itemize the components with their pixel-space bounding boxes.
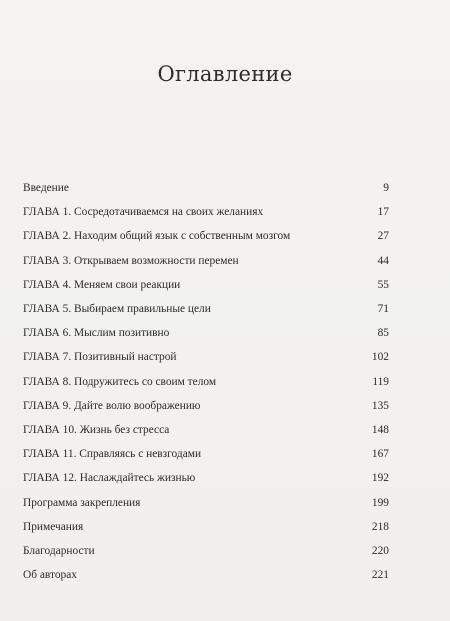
toc-entry xyxy=(23,490,389,514)
table-of-contents xyxy=(23,176,389,587)
toc-entry-title: ГЛАВА 12. Наслаждайтесь жизнью xyxy=(23,472,196,485)
toc-entry-page: 221 xyxy=(371,569,389,582)
toc-entry-page: 44 xyxy=(377,254,389,267)
toc-entry-title: ГЛАВА 7. Позитивный настрой xyxy=(23,351,177,364)
toc-entry-page: 17 xyxy=(377,206,389,219)
toc-entry xyxy=(23,418,389,442)
toc-entry-page: 71 xyxy=(377,303,389,316)
toc-entry-title: ГЛАВА 11. Справляясь с невзгодами xyxy=(23,448,202,461)
toc-entry xyxy=(23,176,389,200)
toc-entry-title: ГЛАВА 1. Сосредотачиваемся на своих желаниях xyxy=(23,206,264,219)
toc-entry xyxy=(23,273,389,297)
toc-entry-page: 27 xyxy=(377,230,389,243)
toc-entry-page: 199 xyxy=(371,496,389,509)
toc-entry xyxy=(23,249,389,273)
toc-entry-page: 220 xyxy=(371,544,389,557)
toc-entry-title: ГЛАВА 4. Меняем свои реакции xyxy=(23,278,181,291)
toc-entry-title: ГЛАВА 2. Находим общий язык с собственным мозгом xyxy=(23,230,291,243)
page-title: Оглавление xyxy=(157,62,293,86)
toc-entry-title: ГЛАВА 3. Открываем возможности перемен xyxy=(23,254,239,267)
toc-entry xyxy=(23,539,389,563)
toc-entry xyxy=(23,394,389,418)
toc-entry-title: ГЛАВА 6. Мыслим позитивно xyxy=(23,327,170,340)
toc-entry-title: Примечания xyxy=(23,520,84,533)
toc-entry-page: 9 xyxy=(383,182,389,195)
toc-entry-page: 148 xyxy=(371,423,389,436)
toc-entry xyxy=(23,466,389,490)
toc-entry-title: Введение xyxy=(23,182,69,195)
toc-entry-title: ГЛАВА 5. Выбираем правильные цели xyxy=(23,303,211,316)
toc-entry-page: 55 xyxy=(377,278,389,291)
toc-entry-title: ГЛАВА 10. Жизнь без стресса xyxy=(23,423,170,436)
toc-entry xyxy=(23,345,389,369)
toc-entry xyxy=(23,515,389,539)
toc-entry xyxy=(23,200,389,224)
toc-entry-page: 102 xyxy=(371,351,389,364)
toc-entry xyxy=(23,297,389,321)
toc-entry-title: ГЛАВА 9. Дайте волю воображению xyxy=(23,399,201,412)
toc-entry xyxy=(23,321,389,345)
toc-entry-title: Об авторах xyxy=(23,569,77,582)
toc-entry-page: 192 xyxy=(371,472,389,485)
toc-entry xyxy=(23,563,389,587)
toc-entry xyxy=(23,224,389,248)
toc-entry-page: 85 xyxy=(377,327,389,340)
toc-entry-page: 218 xyxy=(371,520,389,533)
toc-entry-page: 135 xyxy=(371,399,389,412)
toc-entry-title: ГЛАВА 8. Подружитесь со своим телом xyxy=(23,375,217,388)
toc-entry xyxy=(23,370,389,394)
toc-entry-title: Благодарности xyxy=(23,544,95,557)
toc-entry-page: 119 xyxy=(372,375,389,388)
toc-entry xyxy=(23,442,389,466)
toc-entry-page: 167 xyxy=(371,448,389,461)
toc-entry-title: Программа закрепления xyxy=(23,496,141,509)
